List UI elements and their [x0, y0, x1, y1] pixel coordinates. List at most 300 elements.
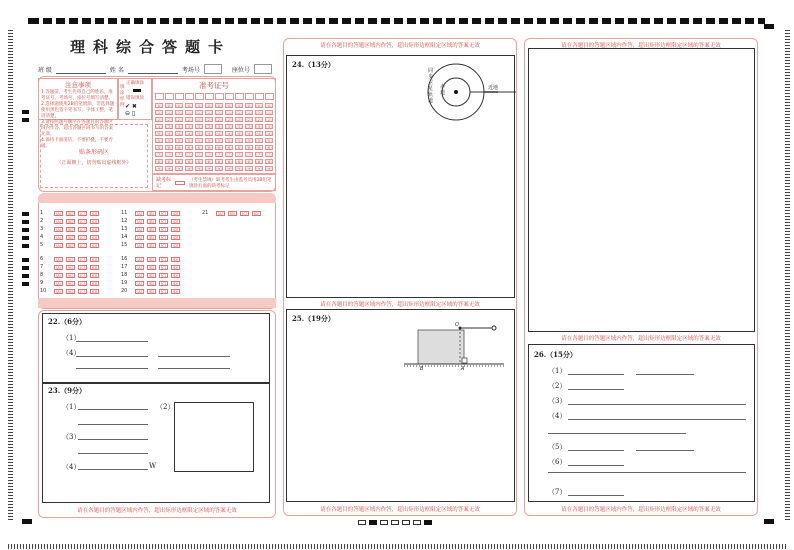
mc-option-bubble[interactable]: [B]	[148, 273, 155, 278]
exam-id-digit-bubble[interactable]: [7]	[166, 153, 172, 157]
mc-option-bubble[interactable]: [D]	[172, 289, 179, 294]
mc-option-bubble[interactable]: [B]	[148, 243, 155, 248]
exam-id-digit-bubble[interactable]: [7]	[196, 153, 202, 157]
exam-id-digit-bubble[interactable]: [2]	[256, 118, 262, 122]
exam-id-digit-bubble[interactable]: [2]	[206, 118, 212, 122]
class-field[interactable]	[56, 73, 106, 74]
exam-id-digit-bubble[interactable]: [4]	[156, 132, 162, 136]
exam-id-digit-bubble[interactable]: [1]	[176, 111, 182, 115]
student-info-row	[38, 64, 272, 74]
mc-option-bubble[interactable]: [D]	[91, 243, 98, 248]
exam-id-digit-bubble[interactable]: [6]	[196, 146, 202, 150]
mc-question-row	[202, 210, 264, 216]
q24-inner-label: 赤道	[440, 84, 446, 96]
mc-option-bubble[interactable]: [C]	[160, 289, 167, 294]
exam-id-digit-bubble[interactable]: [9]	[196, 167, 202, 171]
wrong-fill-marks: ✔ ✖ ⊖ ▯	[125, 103, 137, 117]
mc-option-bubble[interactable]: [A]	[136, 273, 143, 278]
exam-id-digit-bubble[interactable]: [6]	[206, 146, 212, 150]
exam-id-digit-bubble[interactable]: [9]	[256, 167, 262, 171]
exam-id-digit-bubble[interactable]: [8]	[156, 160, 162, 164]
q22-line[interactable]	[76, 341, 148, 342]
exam-id-digit-bubble[interactable]: [2]	[226, 118, 232, 122]
mc-option-bubble[interactable]: [A]	[55, 289, 62, 294]
mc-option-bubble[interactable]: [D]	[172, 211, 179, 216]
exam-id-digit-bubble[interactable]: [9]	[206, 167, 212, 171]
exam-id-digit-bubble[interactable]: [5]	[216, 139, 222, 143]
mc-option-bubble[interactable]: [C]	[160, 211, 167, 216]
exam-id-digit-bubble[interactable]: [1]	[226, 111, 232, 115]
q22-title: 22.（6分）	[48, 317, 87, 326]
name-label: 姓 名	[109, 67, 124, 74]
q22-line[interactable]	[158, 368, 230, 369]
mc-option-bubble[interactable]: [D]	[172, 243, 179, 248]
q26-answer-line[interactable]	[636, 450, 694, 451]
mc-option-bubble[interactable]: [C]	[79, 257, 86, 262]
mc-option-bubble[interactable]: [B]	[67, 273, 74, 278]
name-field[interactable]	[128, 73, 178, 74]
q23-drawing-box[interactable]	[174, 402, 254, 472]
q26-answer-line[interactable]	[568, 465, 624, 466]
exam-id-digit-bubble[interactable]: [4]	[266, 132, 272, 136]
exam-id-write-cell[interactable]	[205, 93, 214, 100]
exam-id-digit-bubble[interactable]: [4]	[176, 132, 182, 136]
mc-option-bubble[interactable]: [A]	[55, 227, 62, 232]
q23-line[interactable]	[78, 424, 148, 425]
mc-option-bubble[interactable]: [A]	[55, 235, 62, 240]
exam-id-digit-bubble[interactable]: [6]	[176, 146, 182, 150]
mc-option-bubble[interactable]: [A]	[55, 273, 62, 278]
exam-id-digit-bubble[interactable]: [0]	[176, 104, 182, 108]
mc-question-number: 1	[40, 210, 44, 216]
exam-id-digit-bubble[interactable]: [0]	[166, 104, 172, 108]
exam-id-write-cell[interactable]	[165, 93, 174, 100]
exam-id-write-cell[interactable]	[215, 93, 224, 100]
exam-id-digit-bubble[interactable]: [0]	[266, 104, 272, 108]
mc-option-bubble[interactable]: [D]	[172, 265, 179, 270]
mc-option-bubble[interactable]: [A]	[136, 227, 143, 232]
q23-unit: W	[149, 462, 157, 470]
q23-line[interactable]	[78, 439, 148, 440]
wrong-fill-label: 错误填涂	[126, 96, 144, 101]
exam-id-digit-bubble[interactable]: [3]	[186, 125, 192, 129]
mc-option-bubble[interactable]: [B]	[148, 289, 155, 294]
q24-title: 24.（13分）	[292, 60, 335, 69]
mc-option-bubble[interactable]: [C]	[79, 235, 86, 240]
exam-id-digit-bubble[interactable]: [2]	[236, 118, 242, 122]
mc-option-bubble[interactable]: [D]	[91, 219, 98, 224]
mc-option-bubble[interactable]: [D]	[172, 227, 179, 232]
mc-option-bubble[interactable]: [D]	[91, 273, 98, 278]
mc-option-bubble[interactable]: [A]	[55, 257, 62, 262]
notice-title: 注意事项	[65, 81, 91, 89]
exam-id-digit-bubble[interactable]: [3]	[246, 125, 252, 129]
exam-id-digit-bubble[interactable]: [2]	[266, 118, 272, 122]
mc-question-number: 9	[40, 280, 44, 286]
exam-id-write-cell[interactable]	[175, 93, 184, 100]
q26-answer-line[interactable]	[636, 374, 694, 375]
q23-part1: （1）	[62, 403, 81, 411]
class-label: 班 级	[38, 67, 52, 74]
mc-option-bubble[interactable]: [C]	[160, 235, 167, 240]
mc-option-bubble[interactable]: [B]	[148, 211, 155, 216]
exam-id-digit-bubble[interactable]: [0]	[216, 104, 222, 108]
mc-option-bubble[interactable]: [B]	[67, 289, 74, 294]
q23-line[interactable]	[78, 409, 148, 410]
exam-id-digit-bubble[interactable]: [0]	[246, 104, 252, 108]
exam-id-digit-bubble[interactable]: [4]	[236, 132, 242, 136]
mc-question-row	[121, 234, 183, 240]
q25-label-o: O	[455, 322, 459, 328]
mc-option-bubble[interactable]: [D]	[172, 281, 179, 286]
room-field[interactable]	[204, 64, 222, 74]
exam-id-digit-bubble[interactable]: [5]	[266, 139, 272, 143]
mc-option-bubble[interactable]: [C]	[79, 227, 86, 232]
mc-option-bubble[interactable]: [A]	[136, 219, 143, 224]
mc-option-bubble[interactable]: [D]	[91, 281, 98, 286]
mc-question-number: 3	[40, 226, 44, 232]
exam-id-digit-bubble[interactable]: [3]	[266, 125, 272, 129]
exam-id-digit-bubble[interactable]: [7]	[246, 153, 252, 157]
mc-option-bubble[interactable]: [B]	[229, 211, 236, 216]
mc-option-bubble[interactable]: [B]	[67, 227, 74, 232]
mc-question-row	[40, 210, 102, 216]
mc-question-row	[40, 234, 102, 240]
exam-id-digit-bubble[interactable]: [4]	[196, 132, 202, 136]
mc-option-bubble[interactable]: [D]	[172, 219, 179, 224]
exam-id-digit-bubble[interactable]: [8]	[186, 160, 192, 164]
exam-id-digit-bubble[interactable]: [0]	[186, 104, 192, 108]
mc-question-number: 21	[202, 210, 209, 216]
q26-answer-line[interactable]	[568, 404, 746, 405]
exam-id-write-cell[interactable]	[245, 93, 254, 100]
q25-label-b: B	[420, 366, 424, 372]
q24-outer-label: 近地	[488, 85, 499, 91]
mc-question-number: 11	[121, 210, 128, 216]
exam-id-digit-bubble[interactable]: [6]	[166, 146, 172, 150]
exam-id-grid[interactable]	[152, 78, 276, 174]
mc-question-number: 14	[121, 234, 128, 240]
exam-id-digit-bubble[interactable]: [1]	[156, 111, 162, 115]
absent-checkbox[interactable]	[175, 181, 185, 185]
room-label: 考场号	[181, 67, 200, 74]
exam-id-write-cell[interactable]	[185, 93, 194, 100]
mc-option-bubble[interactable]: [B]	[67, 211, 74, 216]
warning-text: 请在各题目的答题区域内作答，超出矩形边框限定区域的答案无效	[320, 507, 480, 513]
q22-line[interactable]	[158, 356, 230, 357]
exam-id-digit-bubble[interactable]: [5]	[156, 139, 162, 143]
q26-answer-line[interactable]	[568, 389, 624, 390]
exam-id-write-cell[interactable]	[195, 93, 204, 100]
mc-header-band	[38, 193, 276, 203]
exam-id-digit-bubble[interactable]: [5]	[196, 139, 202, 143]
mc-option-bubble[interactable]: [B]	[67, 257, 74, 262]
mc-option-bubble[interactable]: [D]	[253, 211, 260, 216]
mc-option-bubble[interactable]: [A]	[136, 235, 143, 240]
exam-id-digit-bubble[interactable]: [7]	[236, 153, 242, 157]
mc-option-bubble[interactable]: [C]	[241, 211, 248, 216]
q23-line[interactable]	[78, 469, 148, 470]
mc-option-bubble[interactable]: [A]	[55, 281, 62, 286]
exam-id-digit-bubble[interactable]: [3]	[156, 125, 162, 129]
mc-option-bubble[interactable]: [A]	[136, 243, 143, 248]
exam-id-digit-bubble[interactable]: [8]	[206, 160, 212, 164]
exam-id-digit-bubble[interactable]: [5]	[186, 139, 192, 143]
exam-id-digit-bubble[interactable]: [5]	[256, 139, 262, 143]
warning-text: 请在各题目的答题区域内作答，超出矩形边框限定区域的答案无效	[561, 43, 721, 49]
mc-question-row	[40, 264, 102, 270]
exam-id-digit-bubble[interactable]: [1]	[206, 111, 212, 115]
exam-id-digit-bubble[interactable]: [8]	[256, 160, 262, 164]
mc-question-row	[121, 242, 183, 248]
q26-answer-line[interactable]	[568, 419, 746, 420]
mc-option-bubble[interactable]: [C]	[160, 243, 167, 248]
mc-question-row	[121, 226, 183, 232]
exam-id-digit-bubble[interactable]: [3]	[256, 125, 262, 129]
q25-continue-box[interactable]	[528, 48, 755, 332]
exam-id-digit-bubble[interactable]: [0]	[206, 104, 212, 108]
exam-id-digit-bubble[interactable]: [7]	[266, 153, 272, 157]
mc-option-bubble[interactable]: [B]	[67, 265, 74, 270]
q26-answer-line[interactable]	[568, 374, 624, 375]
exam-id-digit-bubble[interactable]: [0]	[236, 104, 242, 108]
exam-id-digit-bubble[interactable]: [9]	[166, 167, 172, 171]
exam-id-digit-bubble[interactable]: [9]	[216, 167, 222, 171]
mc-option-bubble[interactable]: [B]	[67, 235, 74, 240]
mc-question-number: 6	[40, 256, 44, 262]
exam-id-digit-bubble[interactable]: [7]	[226, 153, 232, 157]
exam-id-digit-bubble[interactable]: [0]	[156, 104, 162, 108]
right-ruler	[785, 30, 790, 520]
exam-id-write-cell[interactable]	[265, 93, 274, 100]
exam-id-digit-bubble[interactable]: [1]	[266, 111, 272, 115]
mc-option-bubble[interactable]: [C]	[79, 265, 86, 270]
exam-id-digit-bubble[interactable]: [0]	[196, 104, 202, 108]
mc-question-row	[121, 218, 183, 224]
exam-id-digit-bubble[interactable]: [7]	[256, 153, 262, 157]
corner-mark	[22, 519, 32, 524]
exam-id-digit-bubble[interactable]: [8]	[216, 160, 222, 164]
q22-line[interactable]	[76, 356, 148, 357]
exam-id-write-cell[interactable]	[155, 93, 164, 100]
mc-option-bubble[interactable]: [B]	[67, 243, 74, 248]
mc-option-bubble[interactable]: [A]	[217, 211, 224, 216]
q22-line[interactable]	[76, 368, 148, 369]
exam-id-digit-bubble[interactable]: [9]	[266, 167, 272, 171]
exam-id-digit-bubble[interactable]: [9]	[246, 167, 252, 171]
exam-id-digit-bubble[interactable]: [6]	[266, 146, 272, 150]
exam-id-digit-bubble[interactable]: [6]	[186, 146, 192, 150]
mc-question-number: 16	[121, 256, 128, 262]
mc-option-bubble[interactable]: [C]	[79, 219, 86, 224]
exam-id-digit-bubble[interactable]: [0]	[226, 104, 232, 108]
mc-question-row	[121, 280, 183, 286]
exam-id-digit-bubble[interactable]: [6]	[246, 146, 252, 150]
exam-id-digit-bubble[interactable]: [6]	[216, 146, 222, 150]
mc-option-bubble[interactable]: [B]	[148, 219, 155, 224]
mc-option-bubble[interactable]: [C]	[79, 273, 86, 278]
mc-option-bubble[interactable]: [A]	[55, 211, 62, 216]
exam-id-digit-bubble[interactable]: [7]	[216, 153, 222, 157]
mc-option-bubble[interactable]: [A]	[136, 289, 143, 294]
exam-id-digit-bubble[interactable]: [5]	[236, 139, 242, 143]
exam-id-digit-bubble[interactable]: [1]	[256, 111, 262, 115]
mc-option-bubble[interactable]: [A]	[136, 265, 143, 270]
mc-option-bubble[interactable]: [D]	[172, 257, 179, 262]
mc-option-bubble[interactable]: [B]	[148, 281, 155, 286]
mc-option-bubble[interactable]: [C]	[160, 257, 167, 262]
absent-mark-area	[152, 174, 276, 191]
exam-id-digit-bubble[interactable]: [3]	[166, 125, 172, 129]
exam-id-digit-bubble[interactable]: [3]	[196, 125, 202, 129]
exam-id-digit-bubble[interactable]: [5]	[246, 139, 252, 143]
exam-id-digit-bubble[interactable]: [2]	[216, 118, 222, 122]
mc-option-bubble[interactable]: [D]	[91, 235, 98, 240]
exam-id-digit-bubble[interactable]: [1]	[216, 111, 222, 115]
mc-option-bubble[interactable]: [C]	[79, 281, 86, 286]
mc-question-number: 4	[40, 234, 44, 240]
mc-option-bubble[interactable]: [A]	[136, 281, 143, 286]
mc-footer-band	[38, 298, 276, 308]
exam-id-digit-bubble[interactable]: [7]	[206, 153, 212, 157]
q26-part-label: （3）	[548, 397, 567, 405]
exam-id-digit-bubble[interactable]: [4]	[226, 132, 232, 136]
q25-title: 25.（19分）	[292, 314, 335, 323]
mc-option-bubble[interactable]: [D]	[172, 235, 179, 240]
mc-option-bubble[interactable]: [B]	[67, 281, 74, 286]
exam-id-digit-bubble[interactable]: [7]	[176, 153, 182, 157]
mc-option-bubble[interactable]: [D]	[91, 257, 98, 262]
exam-id-digit-bubble[interactable]: [3]	[176, 125, 182, 129]
mc-option-bubble[interactable]: [C]	[79, 211, 86, 216]
q26-answer-line[interactable]	[548, 472, 746, 473]
mc-option-bubble[interactable]: [B]	[148, 265, 155, 270]
mc-option-bubble[interactable]: [A]	[55, 219, 62, 224]
exam-id-write-cell[interactable]	[255, 93, 264, 100]
top-timing-marks	[30, 18, 765, 24]
exam-id-digit-bubble[interactable]: [7]	[156, 153, 162, 157]
exam-id-digit-bubble[interactable]: [8]	[166, 160, 172, 164]
mc-option-bubble[interactable]: [A]	[55, 243, 62, 248]
mc-option-bubble[interactable]: [A]	[136, 257, 143, 262]
mc-option-bubble[interactable]: [D]	[91, 289, 98, 294]
exam-id-digit-bubble[interactable]: [5]	[226, 139, 232, 143]
mc-option-bubble[interactable]: [B]	[148, 257, 155, 262]
exam-id-digit-bubble[interactable]: [8]	[246, 160, 252, 164]
exam-id-digit-bubble[interactable]: [4]	[186, 132, 192, 136]
fill-example	[118, 78, 152, 120]
mc-option-bubble[interactable]: [A]	[55, 265, 62, 270]
mc-option-bubble[interactable]: [D]	[172, 273, 179, 278]
mc-option-bubble[interactable]: [C]	[160, 273, 167, 278]
seat-field[interactable]	[254, 64, 272, 74]
exam-id-digit-bubble[interactable]: [1]	[246, 111, 252, 115]
q26-answer-line[interactable]	[568, 495, 624, 496]
exam-id-digit-bubble[interactable]: [4]	[246, 132, 252, 136]
q26-part-label: （6）	[548, 458, 567, 466]
exam-id-digit-bubble[interactable]: [2]	[196, 118, 202, 122]
exam-id-digit-bubble[interactable]: [0]	[256, 104, 262, 108]
mc-option-bubble[interactable]: [B]	[148, 227, 155, 232]
mc-option-bubble[interactable]: [A]	[136, 211, 143, 216]
exam-id-digit-bubble[interactable]: [4]	[256, 132, 262, 136]
exam-id-digit-bubble[interactable]: [9]	[226, 167, 232, 171]
exam-id-digit-bubble[interactable]: [5]	[166, 139, 172, 143]
exam-id-digit-bubble[interactable]: [3]	[206, 125, 212, 129]
barcode-note: （正面朝上，切勿贴出虚线框外）	[56, 160, 132, 166]
exam-id-digit-bubble[interactable]: [1]	[196, 111, 202, 115]
exam-id-digit-bubble[interactable]: [1]	[186, 111, 192, 115]
exam-id-digit-bubble[interactable]: [8]	[226, 160, 232, 164]
exam-id-write-cell[interactable]	[235, 93, 244, 100]
exam-id-digit-bubble[interactable]: [6]	[256, 146, 262, 150]
exam-id-digit-bubble[interactable]: [4]	[216, 132, 222, 136]
exam-id-digit-bubble[interactable]: [2]	[156, 118, 162, 122]
exam-id-digit-bubble[interactable]: [3]	[236, 125, 242, 129]
mc-question-number: 5	[40, 242, 44, 248]
exam-id-digit-bubble[interactable]: [2]	[166, 118, 172, 122]
mc-question-row	[121, 256, 183, 262]
mc-option-bubble[interactable]: [C]	[160, 281, 167, 286]
exam-id-digit-bubble[interactable]: [8]	[266, 160, 272, 164]
exam-id-digit-bubble[interactable]: [9]	[156, 167, 162, 171]
mc-option-bubble[interactable]: [B]	[148, 235, 155, 240]
exam-id-digit-bubble[interactable]: [6]	[236, 146, 242, 150]
exam-id-digit-bubble[interactable]: [2]	[176, 118, 182, 122]
absent-label: 缺考标记	[156, 177, 172, 189]
mc-option-bubble[interactable]: [C]	[160, 265, 167, 270]
exam-id-write-cell[interactable]	[225, 93, 234, 100]
q26-answer-line[interactable]	[548, 433, 686, 434]
exam-id-digit-bubble[interactable]: [7]	[186, 153, 192, 157]
seat-label: 座位号	[231, 67, 250, 74]
exam-id-digit-bubble[interactable]: [5]	[206, 139, 212, 143]
exam-id-label: 准考证号	[199, 81, 229, 90]
mc-option-bubble[interactable]: [C]	[160, 227, 167, 232]
exam-id-digit-bubble[interactable]: [6]	[226, 146, 232, 150]
q26-title: 26.（15分）	[534, 350, 577, 359]
exam-id-digit-bubble[interactable]: [4]	[206, 132, 212, 136]
mc-option-bubble[interactable]: [D]	[91, 265, 98, 270]
exam-id-digit-bubble[interactable]: [1]	[166, 111, 172, 115]
q23-line[interactable]	[78, 453, 148, 454]
exam-id-digit-bubble[interactable]: [8]	[176, 160, 182, 164]
exam-id-digit-bubble[interactable]: [8]	[236, 160, 242, 164]
mc-question-number: 13	[121, 226, 128, 232]
mc-option-bubble[interactable]: [C]	[79, 243, 86, 248]
exam-id-digit-bubble[interactable]: [8]	[196, 160, 202, 164]
q26-answer-line[interactable]	[568, 450, 624, 451]
mc-option-bubble[interactable]: [B]	[67, 219, 74, 224]
exam-id-digit-bubble[interactable]: [9]	[236, 167, 242, 171]
mc-option-bubble[interactable]: [C]	[79, 289, 86, 294]
exam-id-digit-bubble[interactable]: [2]	[186, 118, 192, 122]
exam-id-digit-bubble[interactable]: [6]	[156, 146, 162, 150]
mc-question-row	[40, 256, 102, 262]
exam-id-digit-bubble[interactable]: [4]	[166, 132, 172, 136]
exam-id-digit-bubble[interactable]: [1]	[236, 111, 242, 115]
exam-id-digit-bubble[interactable]: [3]	[226, 125, 232, 129]
mc-option-bubble[interactable]: [C]	[160, 219, 167, 224]
exam-id-digit-bubble[interactable]: [3]	[216, 125, 222, 129]
exam-id-digit-bubble[interactable]: [2]	[246, 118, 252, 122]
exam-id-digit-bubble[interactable]: [9]	[186, 167, 192, 171]
mc-option-bubble[interactable]: [D]	[91, 211, 98, 216]
mc-question-row	[40, 272, 102, 278]
exam-id-digit-bubble[interactable]: [9]	[176, 167, 182, 171]
mc-option-bubble[interactable]: [D]	[91, 227, 98, 232]
exam-id-digit-bubble[interactable]: [5]	[176, 139, 182, 143]
